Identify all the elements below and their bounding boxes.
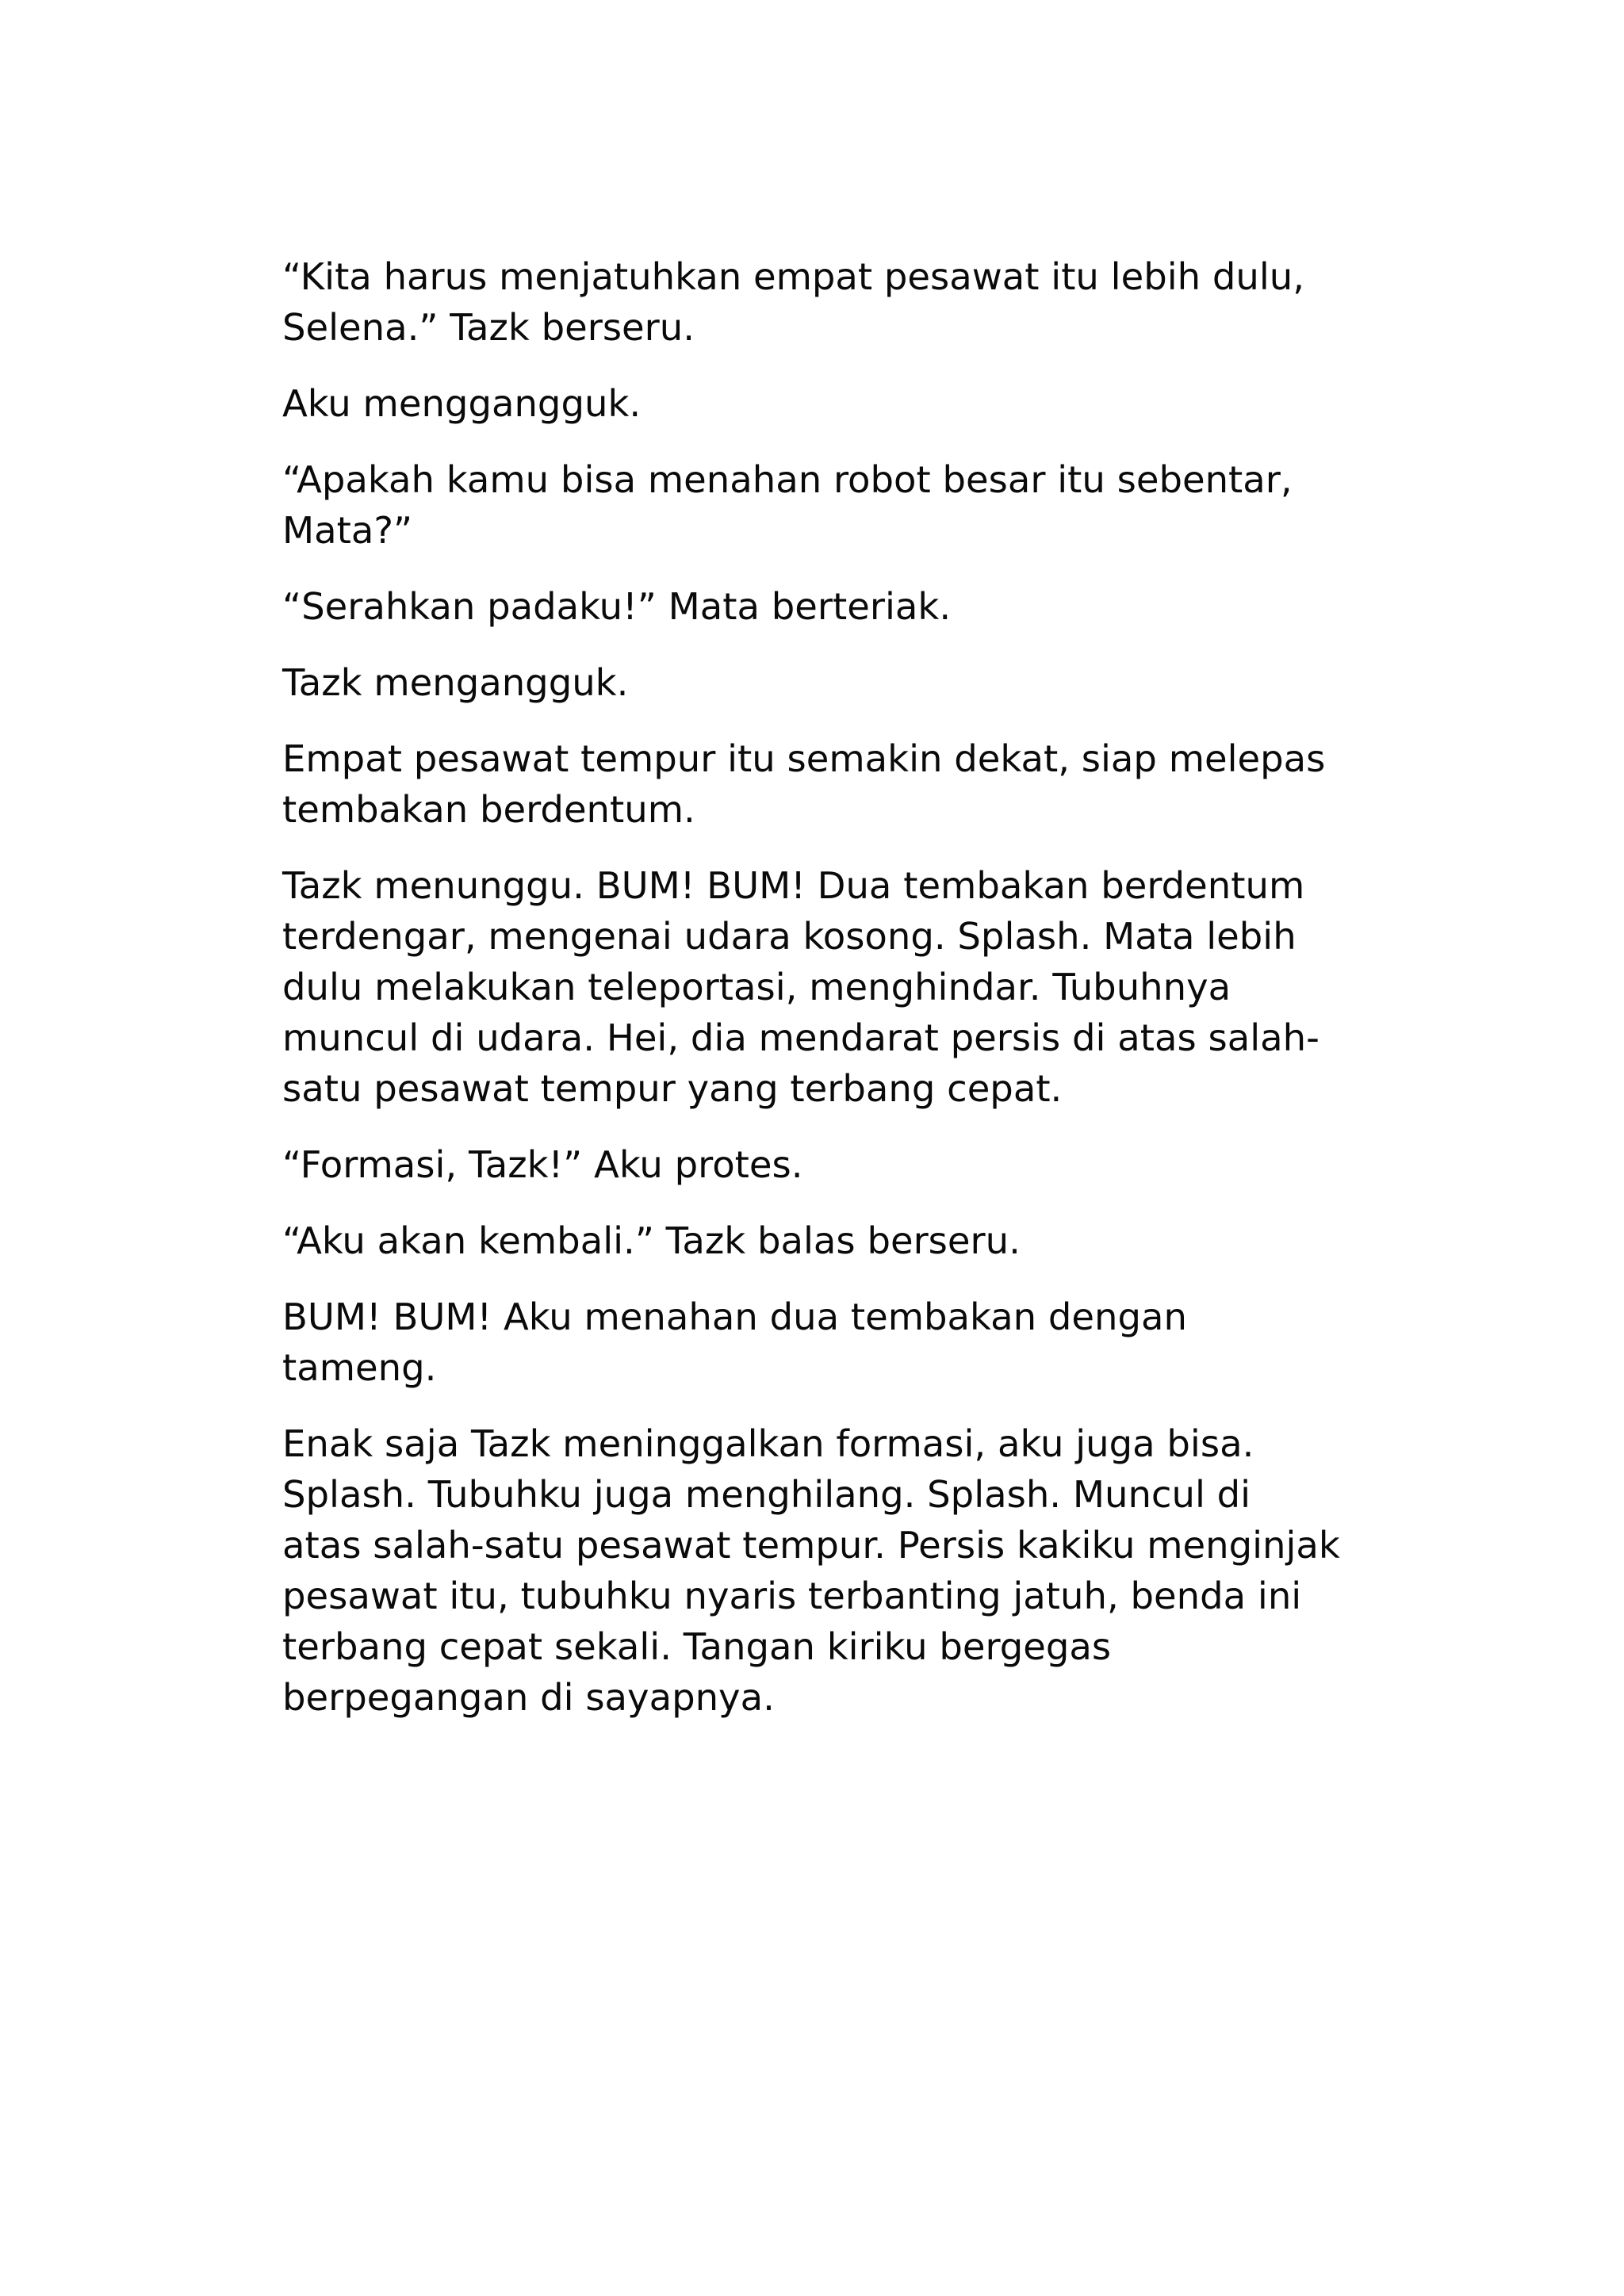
paragraph-4: “Serahkan padaku!” Mata berteriak. [282, 585, 952, 628]
paragraph-7: Tazk menunggu. BUM! BUM! Dua tembakan berdentum terdengar, mengenai udara kosong. Splash. Mata lebih dulu melakukan teleportasi, menghindar. Tubuhnya muncul di udara. Hei, dia mendarat persis di atas salah- satu pesawat tempur yang terbang cepat. [282, 864, 1320, 1110]
paragraph-11: Enak saja Tazk meninggalkan formasi, aku juga bisa. Splash. Tubuhku juga menghilang. Splash. Muncul di atas salah-satu pesawat tempur. Persis kakiku menginjak pesawat itu, tubuhku nyaris terbanting jatuh, benda ini terbang cepat sekali. Tangan kiriku bergegas berpegangan di sayapnya. [282, 1422, 1340, 1719]
paragraph-6: Empat pesawat tempur itu semakin dekat, siap melepas tembakan berdentum. [282, 737, 1326, 831]
paragraph-3: “Apakah kamu bisa menahan robot besar itu sebentar, Mata?” [282, 458, 1293, 552]
paragraph-8: “Formasi, Tazk!” Aku protes. [282, 1143, 803, 1186]
paragraph-9: “Aku akan kembali.” Tazk balas berseru. [282, 1219, 1021, 1262]
paragraph-5: Tazk mengangguk. [282, 661, 629, 704]
body-text [282, 251, 1386, 1748]
paragraph-1: “Kita harus menjatuhkan empat pesawat itu lebih dulu, Selena.” Tazk berseru. [282, 255, 1305, 349]
paragraph-10: BUM! BUM! Aku menahan dua tembakan dengan tameng. [282, 1295, 1187, 1389]
paragraph-2: Aku menggangguk. [282, 382, 642, 425]
